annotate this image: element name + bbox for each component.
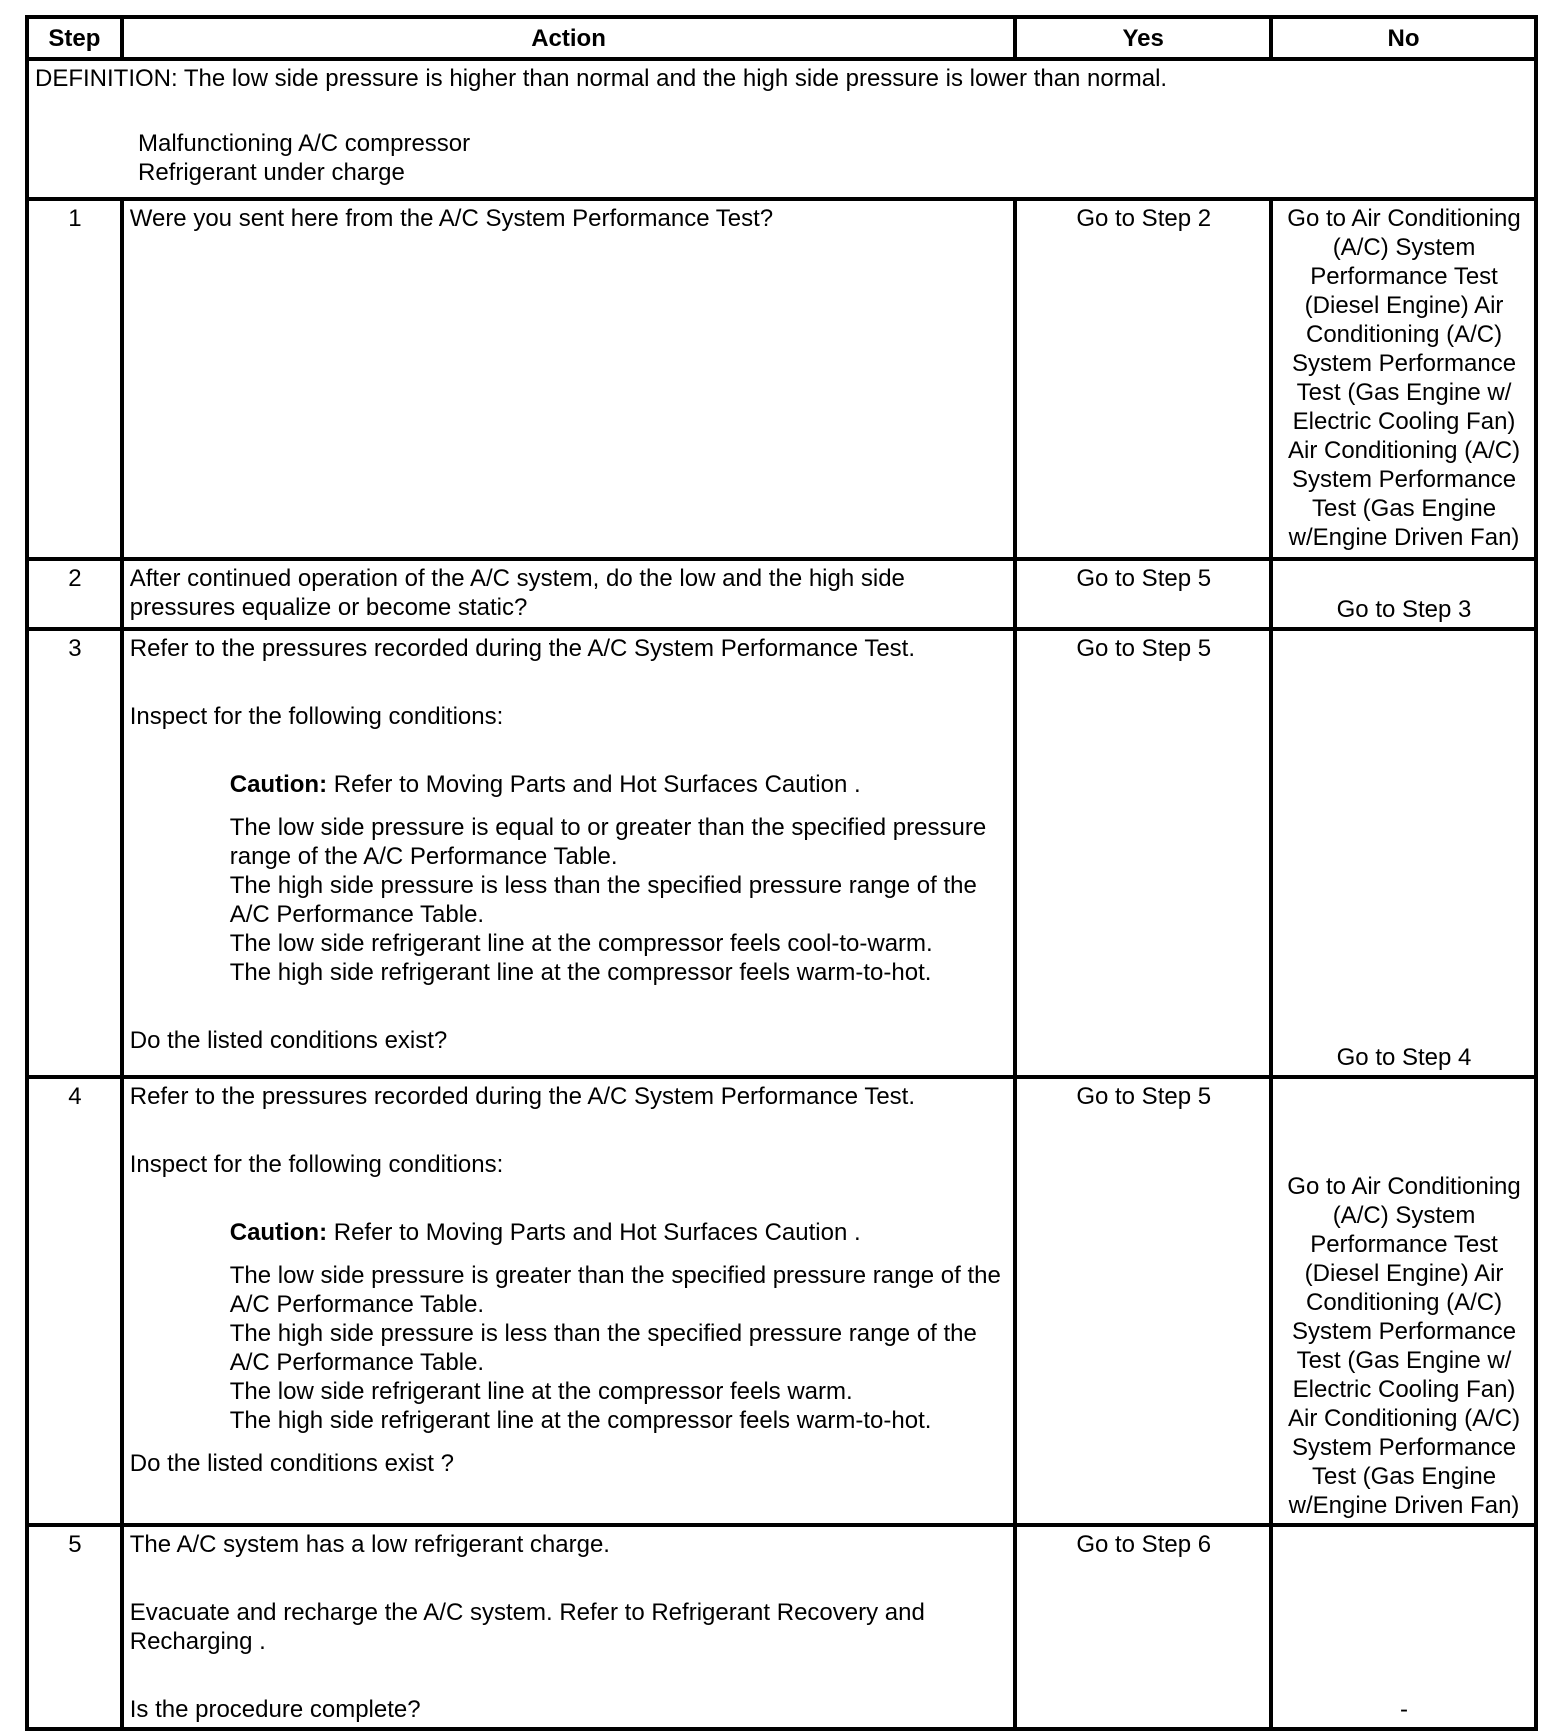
header-no: No xyxy=(1271,17,1536,59)
action-cell xyxy=(122,559,1016,629)
table-row-step-3 xyxy=(27,629,1536,1077)
yes-cell: Go to Step 5 xyxy=(1015,629,1271,1077)
step-number: 2 xyxy=(27,559,122,629)
action-inspect: Inspect for the following conditions: xyxy=(129,1151,504,1178)
action-question: Do the listed conditions exist ? xyxy=(129,1450,454,1477)
no-cell: Go to Step 3 xyxy=(1271,559,1536,629)
header-action: Action xyxy=(122,17,1016,59)
condition-item: The high side pressure is less than the specified pressure range of the A/C Performance Table. xyxy=(229,872,977,928)
header-yes: Yes xyxy=(1015,17,1271,59)
caution xyxy=(130,1218,1009,1247)
table-row-step-4 xyxy=(27,1077,1536,1525)
action-intro: Refer to the pressures recorded during the A/C System Performance Test. xyxy=(129,635,916,662)
condition-item: The low side refrigerant line at the compressor feels warm. xyxy=(229,1378,853,1405)
header-row xyxy=(27,17,1536,59)
action-cell xyxy=(122,1077,1016,1525)
condition-item: The low side pressure is equal to or greater than the specified pressure range of the A/C Performance Table. xyxy=(229,814,987,870)
caution-label: Caution: xyxy=(229,771,328,798)
action-cell xyxy=(122,629,1016,1077)
condition-list xyxy=(130,1261,1009,1435)
action-instruction: Evacuate and recharge the A/C system. Refer to Refrigerant Recovery and Recharging . xyxy=(129,1599,925,1655)
yes-cell: Go to Step 2 xyxy=(1015,199,1271,559)
diagnostic-table xyxy=(25,15,1538,1731)
header-step: Step xyxy=(27,17,122,59)
table-row-step-2 xyxy=(27,559,1536,629)
action-question: Is the procedure complete? xyxy=(129,1696,421,1723)
action-question: Were you sent here from the A/C System Performance Test? xyxy=(129,205,774,232)
no-cell: - xyxy=(1271,1525,1536,1729)
action-question: Do the listed conditions exist? xyxy=(129,1027,448,1054)
definition-cell xyxy=(27,59,1536,199)
step-number: 1 xyxy=(27,199,122,559)
definition-item: Refrigerant under charge xyxy=(138,159,405,186)
condition-item: The low side refrigerant line at the compressor feels cool-to-warm. xyxy=(229,930,933,957)
no-cell: Go to Air Conditioning (A/C) System Performance Test (Diesel Engine) Air Conditioning (A/C) System Performance Test (Gas Engine w/ Electric Cooling Fan) Air Conditioning (A/C) System Performance Test (Gas Engine w/Engine Driven Fan) xyxy=(1271,199,1536,559)
action-inspect: Inspect for the following conditions: xyxy=(129,703,504,730)
table-row-step-5 xyxy=(27,1525,1536,1729)
table-row-step-1 xyxy=(27,199,1536,559)
definition-item: Malfunctioning A/C compressor xyxy=(138,130,471,157)
definition-row xyxy=(27,59,1536,199)
condition-item: The high side refrigerant line at the compressor feels warm-to-hot. xyxy=(229,1407,932,1434)
condition-item: The high side refrigerant line at the compressor feels warm-to-hot. xyxy=(229,959,932,986)
action-question: After continued operation of the A/C system, do the low and the high side pressures equalize or become static? xyxy=(129,565,905,621)
action-intro: The A/C system has a low refrigerant charge. xyxy=(129,1531,610,1558)
no-cell: Go to Air Conditioning (A/C) System Performance Test (Diesel Engine) Air Conditioning (A/C) System Performance Test (Gas Engine w/ Electric Cooling Fan) Air Conditioning (A/C) System Performance Test (Gas Engine w/Engine Driven Fan) xyxy=(1271,1077,1536,1525)
caution-label: Caution: xyxy=(229,1219,328,1246)
step-number: 3 xyxy=(27,629,122,1077)
caution-text: Refer to Moving Parts and Hot Surfaces Caution . xyxy=(327,771,861,798)
yes-cell: Go to Step 5 xyxy=(1015,559,1271,629)
condition-item: The low side pressure is greater than the specified pressure range of the A/C Performance Table. xyxy=(229,1262,1001,1318)
step-number: 5 xyxy=(27,1525,122,1729)
definition-items xyxy=(35,129,1529,187)
action-cell xyxy=(122,1525,1016,1729)
yes-cell: Go to Step 6 xyxy=(1015,1525,1271,1729)
yes-cell: Go to Step 5 xyxy=(1015,1077,1271,1525)
action-cell xyxy=(122,199,1016,559)
condition-list xyxy=(130,813,1009,987)
caution xyxy=(130,770,1009,799)
step-number: 4 xyxy=(27,1077,122,1525)
condition-item: The high side pressure is less than the specified pressure range of the A/C Performance Table. xyxy=(229,1320,977,1376)
definition-text: DEFINITION: The low side pressure is higher than normal and the high side pressure is lower than normal. xyxy=(35,65,1168,92)
action-intro: Refer to the pressures recorded during the A/C System Performance Test. xyxy=(129,1083,916,1110)
no-cell: Go to Step 4 xyxy=(1271,629,1536,1077)
caution-text: Refer to Moving Parts and Hot Surfaces Caution . xyxy=(327,1219,861,1246)
